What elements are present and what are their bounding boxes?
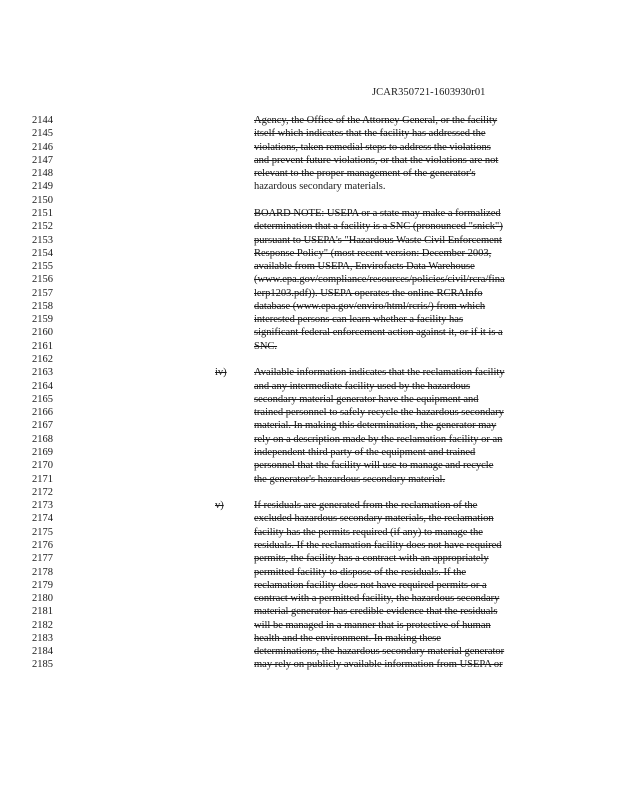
struck-text: rely on a description made by the reclamation facility or an <box>254 433 503 445</box>
text-line <box>0 539 624 552</box>
struck-text: excluded hazardous secondary materials, the reclamation <box>254 513 494 525</box>
struck-text: Response Policy" (most recent version: December 2003, <box>254 247 492 259</box>
text-line <box>0 473 624 486</box>
line-number: 2146 <box>32 141 53 153</box>
struck-text: may rely on publicly available information from USEPA or <box>254 659 503 671</box>
text-line <box>0 353 624 366</box>
line-number: 2158 <box>32 300 53 312</box>
text-line <box>0 207 624 220</box>
line-number: 2155 <box>32 261 53 273</box>
line-number: 2174 <box>32 513 53 525</box>
text-line <box>0 273 624 286</box>
line-number: 2175 <box>32 526 53 538</box>
text-line <box>0 605 624 618</box>
text-line <box>0 486 624 499</box>
struck-text: significant federal enforcement action against it, or if it is a <box>254 327 503 339</box>
struck-text: and prevent future violations, or that the violations are not <box>254 154 499 166</box>
text-line <box>0 619 624 632</box>
line-number: 2156 <box>32 274 53 286</box>
struck-text: material. In making this determination, the generator may <box>254 420 497 432</box>
line-number: 2181 <box>32 606 53 618</box>
struck-text: permits, the facility has a contract with an appropriately <box>254 553 489 565</box>
line-number: 2176 <box>32 539 53 551</box>
item-marker: v) <box>215 500 224 512</box>
text-line <box>0 340 624 353</box>
struck-text: the generator's hazardous secondary material. <box>254 473 446 485</box>
text-line <box>0 446 624 459</box>
text-line <box>0 167 624 180</box>
line-number: 2161 <box>32 340 53 352</box>
struck-text: relevant to the proper management of the generator's <box>254 168 476 180</box>
text-line <box>0 380 624 393</box>
text-line <box>0 194 624 207</box>
document-id: JCAR350721-1603930r01 <box>372 87 486 98</box>
struck-text: contract with a permitted facility, the hazardous secondary <box>254 593 500 605</box>
struck-text: violations, taken remedial steps to address the violations <box>254 141 491 153</box>
line-number: 2180 <box>32 593 53 605</box>
text-line <box>0 220 624 233</box>
text-line <box>0 512 624 525</box>
text-line <box>0 499 624 512</box>
line-number: 2185 <box>32 659 53 671</box>
struck-text: health and the environment. In making these <box>254 632 441 644</box>
line-number: 2150 <box>32 194 53 206</box>
line-number: 2152 <box>32 221 53 233</box>
struck-text: interested persons can learn whether a facility has <box>254 314 464 326</box>
line-number: 2144 <box>32 115 53 126</box>
struck-text: secondary material generator have the equipment and <box>254 393 479 405</box>
line-number: 2153 <box>32 234 53 246</box>
item-marker: iv) <box>215 367 227 379</box>
text-line <box>0 247 624 260</box>
struck-text: lerp1203.pdf)). USEPA operates the online RCRAInfo <box>254 287 483 299</box>
line-number: 2166 <box>32 407 53 419</box>
line-number: 2183 <box>32 632 53 644</box>
line-number: 2160 <box>32 327 53 339</box>
struck-text: Available information indicates that the reclamation facility <box>254 367 505 379</box>
line-number: 2165 <box>32 393 53 405</box>
text-line <box>0 114 624 127</box>
text-line <box>0 326 624 339</box>
line-number: 2151 <box>32 207 53 219</box>
struck-text: If residuals are generated from the reclamation of the <box>254 500 478 512</box>
line-number: 2167 <box>32 420 53 432</box>
text-line <box>0 579 624 592</box>
struck-text: pursuant to USEPA's "Hazardous Waste Civil Enforcement <box>254 234 502 246</box>
text-line <box>0 566 624 579</box>
struck-text: itself which indicates that the facility has addressed the <box>254 128 486 140</box>
line-number: 2145 <box>32 128 53 140</box>
line-number: 2179 <box>32 579 53 591</box>
text-line <box>0 287 624 300</box>
struck-text: material generator has credible evidence that the residuals <box>254 606 498 618</box>
text-line <box>0 393 624 406</box>
line-text: hazardous secondary materials. <box>254 181 386 193</box>
text-line <box>0 234 624 247</box>
line-number: 2182 <box>32 619 53 631</box>
text-line <box>0 632 624 645</box>
text-line <box>0 406 624 419</box>
text-line <box>0 433 624 446</box>
struck-text: facility has the permits required (if any) to manage the <box>254 526 483 538</box>
line-number: 2148 <box>32 168 53 180</box>
text-line <box>0 552 624 565</box>
line-number: 2171 <box>32 473 53 485</box>
text-line <box>0 645 624 658</box>
text-line <box>0 419 624 432</box>
line-number: 2157 <box>32 287 53 299</box>
text-line <box>0 154 624 167</box>
text-line <box>0 592 624 605</box>
line-number: 2172 <box>32 486 53 498</box>
text-line <box>0 658 624 671</box>
text-line <box>0 300 624 313</box>
line-number: 2178 <box>32 566 53 578</box>
text-line <box>0 366 624 379</box>
struck-text: residuals. If the reclamation facility does not have required <box>254 539 502 551</box>
struck-text: reclamation facility does not have required permits or a <box>254 579 487 591</box>
struck-text: personnel that the facility will use to manage and recycle <box>254 460 494 472</box>
struck-text: and any intermediate facility used by the hazardous <box>254 380 471 392</box>
line-number: 2147 <box>32 154 53 166</box>
line-number: 2159 <box>32 314 53 326</box>
text-line <box>0 313 624 326</box>
struck-text: permitted facility to dispose of the residuals. If the <box>254 566 466 578</box>
line-number: 2170 <box>32 460 53 472</box>
line-number: 2164 <box>32 380 53 392</box>
text-line <box>0 526 624 539</box>
text-line <box>0 260 624 273</box>
struck-text: available from USEPA, Envirofacts Data Warehouse <box>254 261 475 273</box>
text-line <box>0 127 624 140</box>
struck-text: database (www.epa.gov/enviro/html/rcris/) from which <box>254 300 486 312</box>
line-number: 2168 <box>32 433 53 445</box>
line-number: 2149 <box>32 181 53 193</box>
line-number: 2163 <box>32 367 53 379</box>
struck-text: BOARD NOTE: USEPA or a state may make a formalized <box>254 207 501 219</box>
line-number: 2173 <box>32 500 53 512</box>
struck-text: independent third party of the equipment and trained <box>254 447 476 458</box>
line-number: 2169 <box>32 447 53 458</box>
struck-text: determination that a facility is a SNC (pronounced "snick") <box>254 221 503 233</box>
text-line <box>0 141 624 154</box>
struck-text: will be managed in a manner that is protective of human <box>254 619 491 631</box>
line-number: 2154 <box>32 247 53 259</box>
text-line <box>0 180 624 193</box>
struck-text: trained personnel to safely recycle the hazardous secondary <box>254 407 504 419</box>
struck-text: Agency, the Office of the Attorney General, or the facility <box>254 115 498 126</box>
line-number: 2162 <box>32 354 53 366</box>
text-line <box>0 459 624 472</box>
struck-text: determinations, the hazardous secondary material generator <box>254 646 505 658</box>
struck-text: SNC. <box>254 340 278 352</box>
struck-text: (www.epa.gov/compliance/resources/policies/civil/rcra/fina <box>254 274 505 286</box>
line-number: 2184 <box>32 646 53 658</box>
line-number: 2177 <box>32 553 53 565</box>
